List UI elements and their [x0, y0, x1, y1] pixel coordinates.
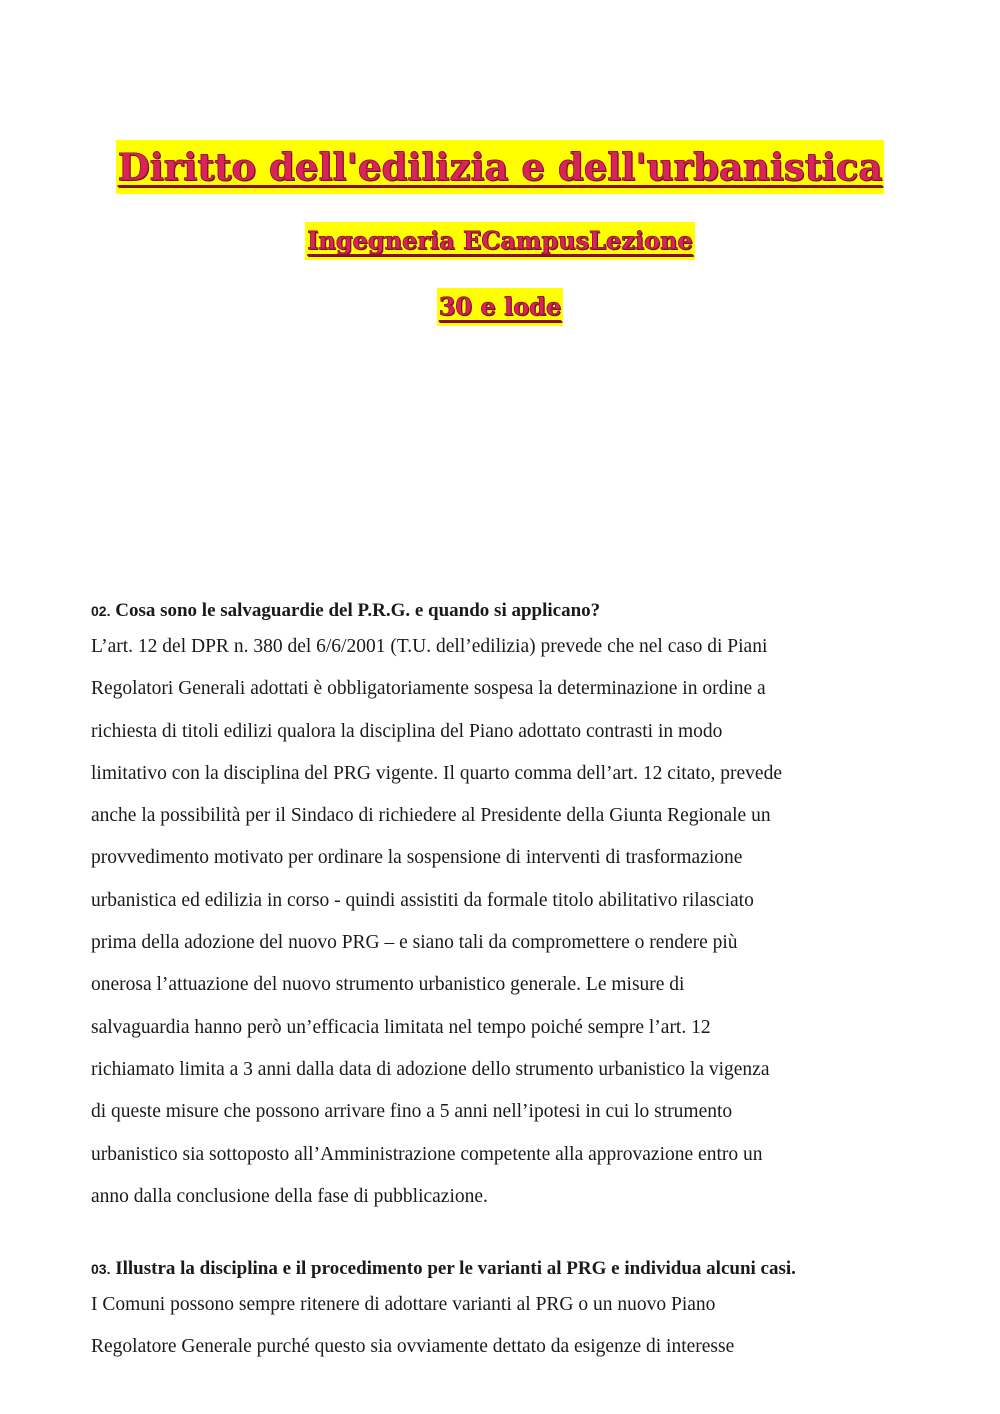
document-subtitle: Ingegneria ECampusLezione — [305, 222, 695, 260]
document-title: Diritto dell'edilizia e dell'urbanistica — [116, 140, 885, 194]
answer-paragraph — [91, 626, 931, 1218]
paragraph-line: richiesta di titoli edilizi qualora la disciplina del Piano adottato contrasti in modo — [91, 720, 723, 742]
document-header — [0, 140, 1000, 326]
question-heading — [91, 1254, 931, 1284]
paragraph-line: urbanistico sia sottoposto all’Amministrazione competente alla approvazione entro un — [91, 1143, 763, 1165]
paragraph-line: provvedimento motivato per ordinare la sospensione di interventi di trasformazione — [91, 847, 743, 869]
question-number: 03. — [91, 1261, 111, 1278]
paragraph-line: Regolatore Generale purché questo sia ovviamente dettato da esigenze di interesse — [91, 1336, 735, 1358]
paragraph-line: anno dalla conclusione della fase di pubblicazione. — [91, 1185, 488, 1207]
paragraph-line: urbanistica ed edilizia in corso - quindi assistiti da formale titolo abilitativo rilasciato — [91, 889, 754, 911]
paragraph-line: Regolatori Generali adottati è obbligatoriamente sospesa la determinazione in ordine a — [91, 678, 766, 700]
question-text: Illustra la disciplina e il procedimento per le varianti al PRG e individua alcuni casi. — [115, 1258, 796, 1280]
paragraph-line: anche la possibilità per il Sindaco di richiedere al Presidente della Giunta Regionale un — [91, 805, 771, 827]
paragraph-line: richiamato limita a 3 anni dalla data di adozione dello strumento urbanistico la vigenza — [91, 1058, 770, 1080]
question-heading — [91, 596, 931, 626]
paragraph-line: onerosa l’attuazione del nuovo strumento urbanistico generale. Le misure di — [91, 974, 685, 996]
paragraph-line: I Comuni possono sempre ritenere di adottare varianti al PRG o un nuovo Piano — [91, 1294, 716, 1316]
paragraph-line: L’art. 12 del DPR n. 380 del 6/6/2001 (T.U. dell’edilizia) prevede che nel caso di Piani — [91, 636, 768, 657]
question-text: Cosa sono le salvaguardie del P.R.G. e quando si applicano? — [115, 600, 601, 621]
answer-paragraph — [91, 1284, 931, 1369]
paragraph-line: prima della adozione del nuovo PRG – e siano tali da compromettere o rendere più — [91, 932, 738, 954]
paragraph-line: salvaguardia hanno però un’efficacia limitata nel tempo poiché sempre l’art. 12 — [91, 1016, 711, 1038]
paragraph-line: di queste misure che possono arrivare fino a 5 anni nell’ipotesi in cui lo strumento — [91, 1101, 733, 1123]
document-body — [91, 596, 931, 1369]
document-grade: 30 e lode — [437, 288, 564, 326]
question-number: 02. — [91, 603, 111, 619]
paragraph-line: limitativo con la disciplina del PRG vigente. Il quarto comma dell’art. 12 citato, prevede — [91, 762, 782, 784]
